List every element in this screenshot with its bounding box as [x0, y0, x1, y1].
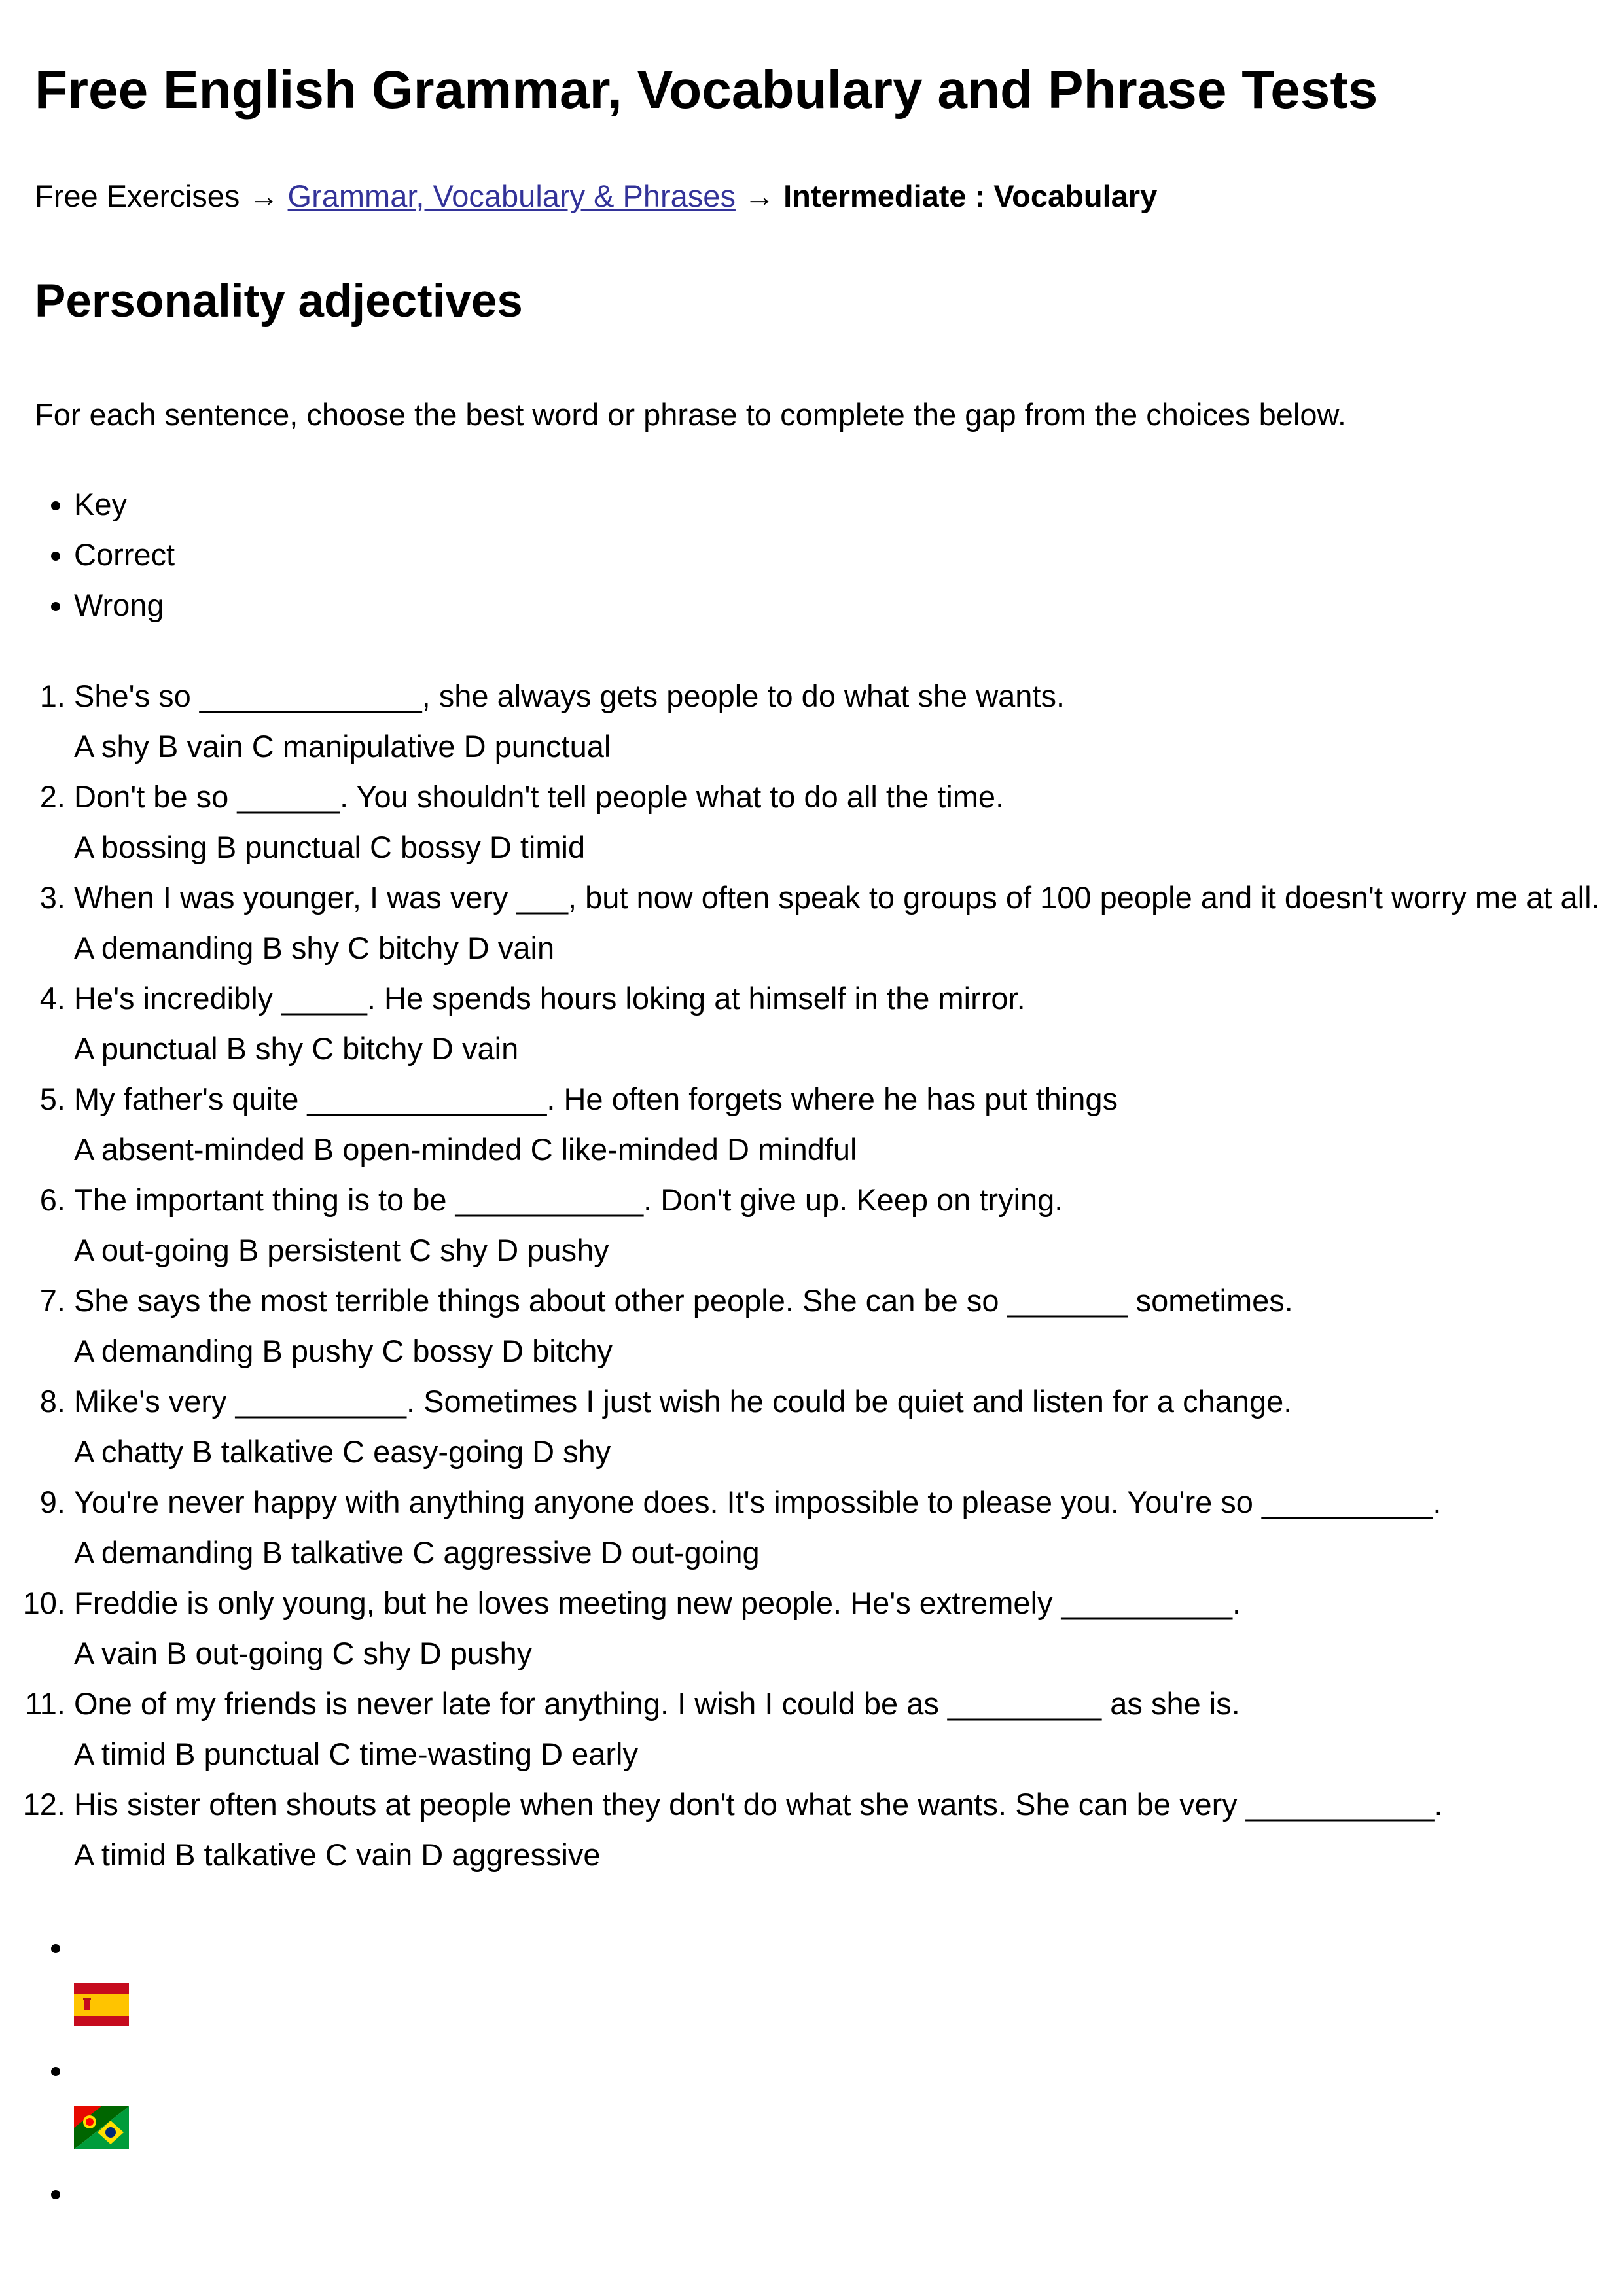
question-choices: A timid B punctual C time-wasting D early — [74, 1737, 638, 1771]
question-list — [35, 671, 1623, 1880]
spain-flag-icon[interactable] — [74, 1983, 129, 2026]
question-choices: A absent-minded B open-minded C like-minded D mindful — [74, 1132, 857, 1167]
question-text: You're never happy with anything anyone does. It's impossible to please you. You're so __________. — [74, 1485, 1442, 1519]
question-choices: A punctual B shy C bitchy D vain — [74, 1031, 519, 1066]
legend-item-correct[interactable]: • Correct — [74, 529, 1592, 580]
question-choices: A timid B talkative C vain D aggressive — [74, 1837, 601, 1872]
language-item-spanish — [74, 1922, 1592, 2045]
language-item-portuguese — [74, 2045, 1592, 2168]
question-item — [74, 1477, 1623, 1578]
portugal-brazil-flag-icon[interactable] — [74, 2106, 129, 2149]
question-text: When I was younger, I was very ___, but now often speak to groups of 100 people and it doesn't worry me at all. — [74, 880, 1600, 915]
question-text: He's incredibly _____. He spends hours loking at himself in the mirror. — [74, 981, 1026, 1016]
exercise-instructions: For each sentence, choose the best word or phrase to complete the gap from the choices below. — [35, 397, 1346, 432]
question-item — [74, 1074, 1623, 1174]
question-item — [74, 771, 1623, 872]
breadcrumb-separator: → — [248, 179, 279, 213]
breadcrumb-root: Free Exercises — [35, 179, 240, 213]
language-flags-list — [35, 1922, 1592, 2218]
question-choices: A demanding B shy C bitchy D vain — [74, 930, 555, 965]
question-text: One of my friends is never late for anything. I wish I could be as _________ as she is. — [74, 1686, 1240, 1721]
question-text: My father's quite ______________. He often forgets where he has put things — [74, 1082, 1118, 1116]
question-text: Don't be so ______. You shouldn't tell people what to do all the time. — [74, 779, 1005, 814]
question-text: Freddie is only young, but he loves meeting new people. He's extremely __________. — [74, 1585, 1241, 1620]
breadcrumb-current: Intermediate : Vocabulary — [783, 179, 1158, 213]
breadcrumb-separator: → — [744, 179, 776, 213]
question-text: She says the most terrible things about other people. She can be so _______ sometimes. — [74, 1283, 1293, 1318]
question-choices: A vain B out-going C shy D pushy — [74, 1636, 533, 1670]
question-choices: A bossing B punctual C bossy D timid — [74, 830, 586, 864]
question-item — [74, 1779, 1623, 1880]
question-item — [74, 1578, 1623, 1678]
question-item — [74, 872, 1623, 973]
question-choices: A chatty B talkative C easy-going D shy — [74, 1434, 611, 1469]
question-choices: A demanding B pushy C bossy D bitchy — [74, 1333, 613, 1368]
question-item — [74, 1678, 1623, 1779]
language-item-empty — [74, 2168, 1592, 2218]
legend-list — [35, 479, 1592, 630]
question-item — [74, 973, 1623, 1074]
question-item — [74, 671, 1623, 771]
legend-item-wrong[interactable]: • Wrong — [74, 580, 1592, 630]
breadcrumb-link-grammar[interactable]: Grammar, Vocabulary & Phrases — [287, 179, 736, 213]
legend-item-key[interactable]: • Key — [74, 479, 1592, 529]
question-text: His sister often shouts at people when they don't do what she wants. She can be very ___________. — [74, 1787, 1443, 1822]
question-text: She's so _____________, she always gets people to do what she wants. — [74, 679, 1065, 713]
question-choices: A demanding B talkative C aggressive D out-going — [74, 1535, 760, 1570]
question-item — [74, 1275, 1623, 1376]
page-title: Free English Grammar, Vocabulary and Phrase Tests — [35, 60, 1378, 120]
breadcrumb — [35, 177, 1592, 216]
question-choices: A out-going B persistent C shy D pushy — [74, 1233, 609, 1267]
question-text: The important thing is to be ___________. Don't give up. Keep on trying. — [74, 1182, 1063, 1217]
question-text: Mike's very __________. Sometimes I just wish he could be quiet and listen for a change. — [74, 1384, 1293, 1419]
question-choices: A shy B vain C manipulative D punctual — [74, 729, 611, 764]
question-item — [74, 1174, 1623, 1275]
question-item — [74, 1376, 1623, 1477]
exercise-heading: Personality adjectives — [35, 275, 523, 327]
